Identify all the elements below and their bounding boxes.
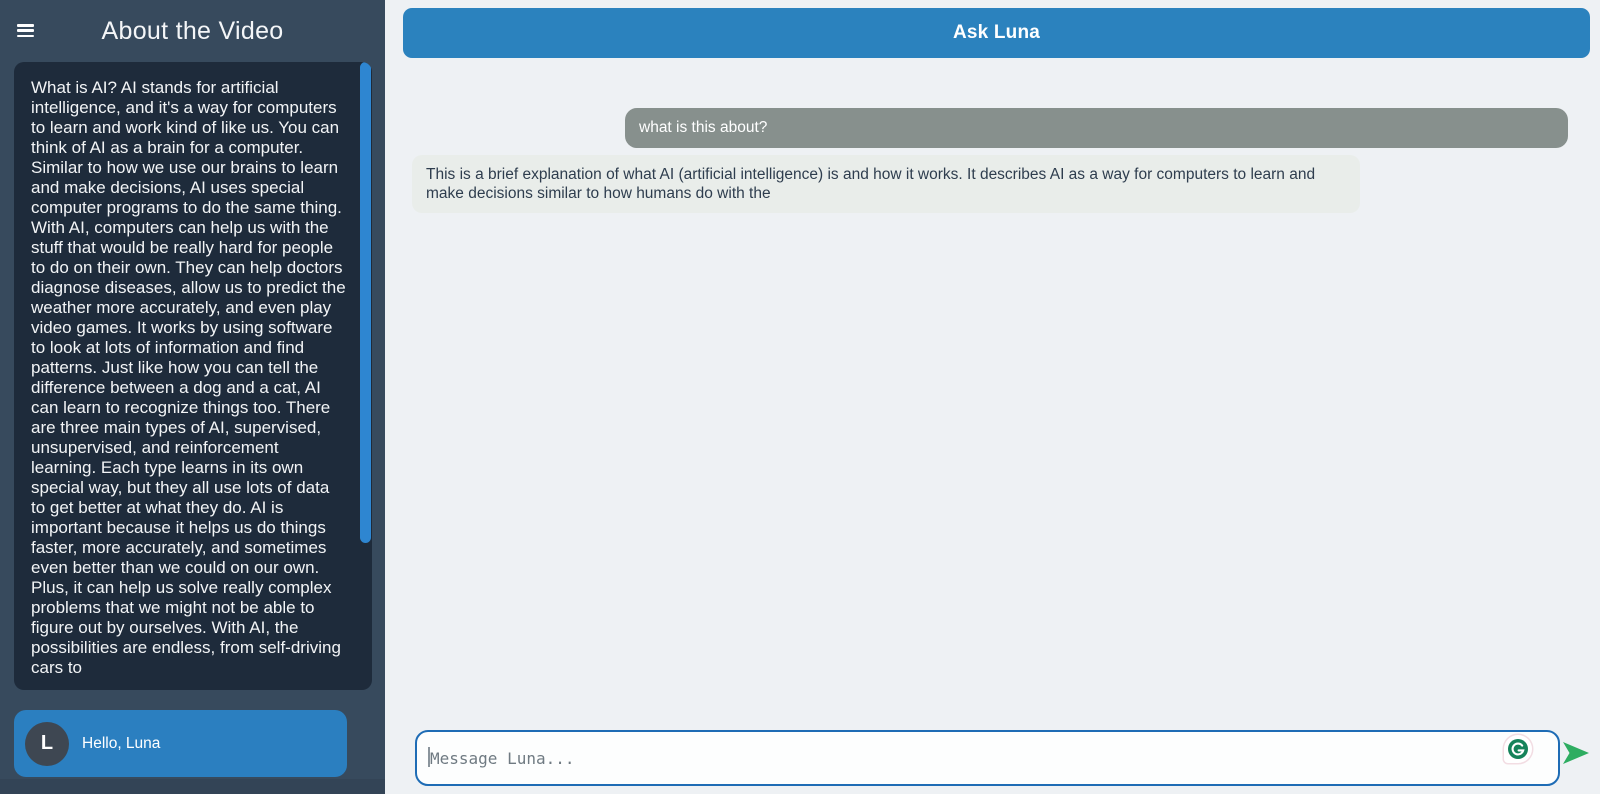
assistant-message-bubble: [412, 155, 1360, 213]
user-message-bubble: [625, 108, 1568, 148]
chat-header-title: Ask Luna: [952, 22, 1041, 43]
grammarly-button[interactable]: [1504, 735, 1532, 763]
sidebar-title: About the Video: [101, 17, 284, 45]
sidebar-bottom-strip: [0, 779, 385, 794]
assistant-message-text: This is a brief explanation of what AI (artificial intelligence) is and how it works. It describes AI as a way for computers to learn and make decisions similar to how humans do with the: [426, 166, 1316, 202]
grammarly-icon: [1507, 738, 1529, 760]
greeting-card: [14, 710, 347, 777]
user-message-text: what is this about?: [639, 119, 768, 136]
message-input[interactable]: [415, 730, 1560, 786]
send-arrow-icon: [1563, 742, 1591, 764]
avatar: [25, 722, 69, 766]
chat-panel: [385, 0, 1600, 794]
greeting-text: Hello, Luna: [82, 734, 161, 752]
sidebar: [0, 0, 385, 794]
transcript-panel[interactable]: [14, 62, 372, 690]
avatar-initial: L: [40, 732, 54, 754]
transcript-scrollbar[interactable]: [360, 62, 371, 543]
chat-header: [403, 8, 1590, 58]
transcript-text: What is AI? AI stands for artificial intelligence, and it's a way for computers to learn and work kind of like us. You can think of AI as a brain for a computer. Similar to how we use our brains to learn and make decisions, AI uses special computer programs to do the same thing. With AI, computers can help us with the stuff that would be really hard for people to do on their own. They can help doctors diagnose diseases, allow us to predict the weather more accurately, and even play video games. It works by using software to look at lots of information and find patterns. Just like how you can tell the difference between a dog and a cat, AI can learn to recognize things too. There are three main types of AI, supervised, unsupervised, and reinforcement learning. Each type learns in its own special way, but they all use lots of data to get better at what they do. AI is important because it helps us do things faster, more accurately, and sometimes even better than we could on our own. Plus, it can help us solve really complex problems that we might not be able to figure out by ourselves. With AI, the possibilities are endless, from self-driving cars to: [31, 78, 346, 677]
send-button[interactable]: [1563, 741, 1591, 765]
